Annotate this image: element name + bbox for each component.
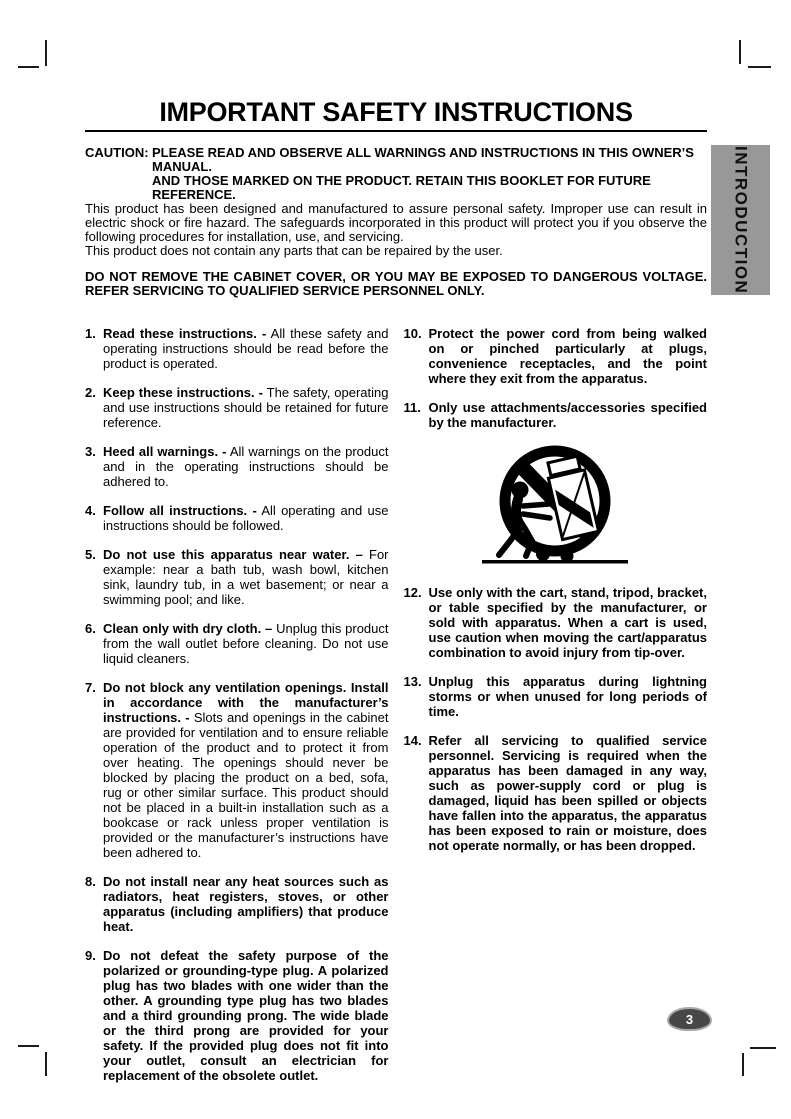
safety-instruction-8: [85, 874, 389, 934]
instruction-heading: Keep these instructions. -: [103, 385, 263, 400]
page-content: [85, 97, 707, 1097]
safety-instruction-6: [85, 621, 389, 666]
page-number-badge: [667, 1007, 712, 1031]
instruction-number: 7.: [85, 680, 96, 695]
safety-instruction-10: [404, 326, 708, 386]
instruction-number: 13.: [403, 674, 422, 689]
safety-instruction-7: [85, 680, 389, 860]
instruction-heading: Do not defeat the safety purpose of the polarized or grounding-type plug. A polarized plug has two blades with one wider than the other. A grounding type plug has two blades and a third grounding prong. The wide blade or the third prong are provided for your safety. If the provided plug does not fit into your outlet, consult an electrician for replacement of the obsolete outlet.: [103, 948, 389, 1083]
crop-mark-bottom-right-horizontal: [750, 1047, 776, 1049]
crop-mark-top-right-vertical: [739, 40, 741, 64]
instruction-number: 3.: [85, 444, 96, 459]
instruction-heading: Do not install near any heat sources such as radiators, heat registers, stoves, or other apparatus (including amplifiers) that produce heat.: [103, 874, 389, 934]
instruction-number: 6.: [85, 621, 96, 636]
safety-instruction-13: [404, 674, 708, 719]
section-tab-introduction: [711, 145, 770, 295]
instruction-number: 8.: [85, 874, 96, 889]
instruction-number: 14.: [403, 733, 422, 748]
instruction-heading: Do not block any ventilation openings. Install in accordance with the manufacturer’s instructions. -: [103, 680, 389, 725]
crop-mark-top-left-horizontal: [18, 66, 39, 68]
safety-instruction-2: [85, 385, 389, 430]
instruction-body: The safety, operating and use instructions should be retained for future reference.: [103, 385, 389, 430]
crop-mark-top-left-vertical: [45, 40, 47, 66]
instruction-number: 2.: [85, 385, 96, 400]
instruction-heading: Protect the power cord from being walked on or pinched particularly at plugs, convenience receptacles, and the point where they exit from the apparatus.: [428, 326, 707, 386]
instruction-number: 1.: [85, 326, 96, 341]
instructions-right-column: [404, 326, 708, 1097]
instruction-body: Slots and openings in the cabinet are provided for ventilation and to ensure reliable operation of the product and to protect it from over heating. The openings should never be blocked by placing the product on a bed, sofa, rug or other similar surface. This product should not be placed in a built-in installation such as a bookcase or rack unless proper ventilation is provided or the manufacturer’s instructions have been adhered to.: [103, 710, 389, 860]
instruction-body: All warnings on the product and in the operating instructions should be adhered to.: [103, 444, 389, 489]
instruction-heading: Unplug this apparatus during lightning storms or when unused for long periods of time.: [428, 674, 707, 719]
safety-instruction-4: [85, 503, 389, 533]
safety-instruction-1: [85, 326, 389, 371]
instruction-body: For example: near a bath tub, wash bowl, kitchen sink, laundry tub, in a wet basement; or near a swimming pool; and like.: [103, 547, 389, 607]
caution-line-2: AND THOSE MARKED ON THE PRODUCT. RETAIN THIS BOOKLET FOR FUTURE REFERENCE.: [152, 173, 651, 202]
instruction-number: 9.: [85, 948, 96, 963]
crop-mark-bottom-left-horizontal: [18, 1045, 39, 1047]
page-title: IMPORTANT SAFETY INSTRUCTIONS: [159, 97, 633, 127]
crop-mark-bottom-left-vertical: [45, 1052, 47, 1076]
instruction-columns: [85, 326, 707, 1097]
caution-label: CAUTION:: [85, 145, 149, 160]
section-tab-label: INTRODUCTION: [731, 145, 751, 295]
caution-text: [152, 146, 707, 202]
caution-line-1: PLEASE READ AND OBSERVE ALL WARNINGS AND INSTRUCTIONS IN THIS OWNER’S MANUAL.: [152, 145, 694, 174]
safety-instruction-5: [85, 547, 389, 607]
instruction-heading: Refer all servicing to qualified service personnel. Servicing is required when the apparatus has been damaged in any way, such as power-supply cord or plug is damaged, liquid has been spilled or objects have fallen into the apparatus, the apparatus has been exposed to rain or moisture, does not operate normally, or has been dropped.: [428, 733, 707, 853]
instruction-number: 4.: [85, 503, 96, 518]
instruction-number: 12.: [403, 585, 422, 600]
instruction-heading: Clean only with dry cloth. –: [103, 621, 273, 636]
instruction-number: 11.: [403, 400, 421, 415]
safety-instruction-14: [404, 733, 708, 853]
instruction-heading: Read these instructions. -: [103, 326, 267, 341]
instruction-body: All these safety and operating instructions should be read before the product is operated.: [103, 326, 389, 371]
crop-mark-top-right-horizontal: [748, 66, 771, 68]
safety-instruction-3: [85, 444, 389, 489]
instruction-body: Unplug this product from the wall outlet before cleaning. Do not use liquid cleaners.: [103, 621, 389, 666]
intro-paragraph-1: This product has been designed and manufactured to assure personal safety. Improper use can result in electric shock or fire hazard. The safeguards incorporated in this product will protect you if you observe the following procedures for installation, use, and servicing.: [85, 201, 707, 244]
caution-block: [85, 146, 707, 202]
page-number: 3: [685, 1011, 694, 1027]
instruction-body: All operating and use instructions should be followed.: [103, 503, 389, 533]
instruction-heading: Heed all warnings. -: [103, 444, 227, 459]
instruction-number: 10.: [403, 326, 422, 341]
instructions-left-column: [85, 326, 389, 1097]
instruction-heading: Use only with the cart, stand, tripod, bracket, or table specified by the manufacturer, or sold with apparatus. When a cart is used, use caution when moving the cart/apparatus combination to avoid injury from tip-over.: [428, 585, 707, 660]
instruction-heading: Follow all instructions. -: [103, 503, 257, 518]
instruction-heading: Only use attachments/accessories specified by the manufacturer.: [428, 400, 707, 430]
instruction-heading: Do not use this apparatus near water. –: [103, 547, 363, 562]
no-cart-warning-icon: [477, 444, 633, 570]
intro-paragraph-2: This product does not contain any parts that can be repaired by the user.: [85, 243, 503, 258]
title-rule: [85, 130, 707, 132]
cart-warning-figure: [404, 444, 708, 573]
instruction-number: 5.: [85, 547, 96, 562]
warning-paragraph: DO NOT REMOVE THE CABINET COVER, OR YOU MAY BE EXPOSED TO DANGEROUS VOLTAGE. REFER SERVICING TO QUALIFIED SERVICE PERSONNEL ONLY.: [85, 269, 707, 298]
safety-instruction-12: [404, 585, 708, 660]
crop-mark-bottom-right-vertical: [742, 1053, 744, 1076]
safety-instruction-9: [85, 948, 389, 1083]
safety-instruction-11: [404, 400, 708, 430]
